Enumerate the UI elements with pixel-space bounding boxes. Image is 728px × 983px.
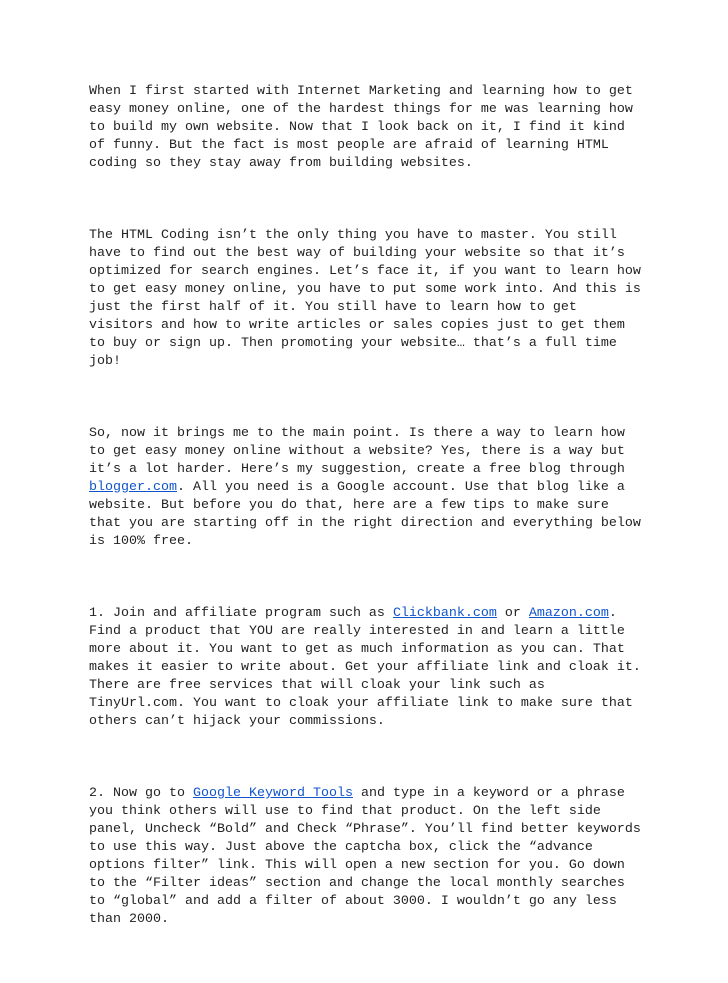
- document-body: [89, 83, 649, 983]
- paragraph: [89, 605, 649, 731]
- paragraph: [89, 227, 649, 371]
- paragraph-text: or: [496, 606, 529, 621]
- clickbank-link[interactable]: Clickbank.com: [392, 606, 497, 621]
- paragraph: [89, 425, 649, 551]
- paragraph-text: . Find a product that YOU are really interested in and learn a little more about it. You want to get as much information as you can. That makes it easier to write about. Get your affiliate link and cloak it. There are free services that will cloak your link such as TinyUrl.com. You want to cloak your affiliate link to make sure that others can’t hijack your commissions.: [89, 606, 641, 729]
- paragraph: [89, 785, 649, 929]
- paragraph-text: When I first started with Internet Marketing and learning how to get easy money online, one of the hardest things for me was learning how to build my own website. Now that I look back on it, I find it kind of funny. But the fact is most people are afraid of learning HTML coding so they stay away from building websites.: [89, 84, 633, 171]
- blogger-link[interactable]: blogger.com: [89, 480, 177, 495]
- paragraph-text: 1. Join and affiliate program such as: [89, 606, 393, 621]
- paragraph-text: . All you need is a Google account. Use that blog like a website. But before you do that, here are a few tips to make sure that you are starting off in the right direction and everything below is 100% free.: [89, 480, 641, 549]
- paragraph: [89, 83, 649, 173]
- paragraph-text: and type in a keyword or a phrase you think others will use to find that product. On the left side panel, Uncheck “Bold” and Check “Phrase”. You’ll find better keywords to use this way. Just above the captcha box, click the “advance options filter” link. This will open a new section for you. Go down to the “Filter ideas” section and change the local monthly searches to “global” and add a filter of about 3000. I wouldn’t go any less than 2000.: [89, 786, 641, 927]
- amazon-link[interactable]: Amazon.com: [528, 606, 609, 621]
- paragraph-text: So, now it brings me to the main point. Is there a way to learn how to get easy money online without a website? Yes, there is a way but it’s a lot harder. Here’s my suggestion, create a free blog through: [89, 426, 625, 477]
- google-keyword-tools-link[interactable]: Google Keyword Tools: [192, 786, 353, 801]
- paragraph-text: The HTML Coding isn’t the only thing you have to master. You still have to find out the best way of building your website so that it’s optimized for search engines. Let’s face it, if you want to learn how to get easy money online, you have to put some work into. And this is just the first half of it. You still have to learn how to get visitors and how to write articles or sales copies just to get them to buy or sign up. Then promoting your website… that’s a full time job!: [89, 228, 641, 369]
- paragraph-text: 2. Now go to: [89, 786, 193, 801]
